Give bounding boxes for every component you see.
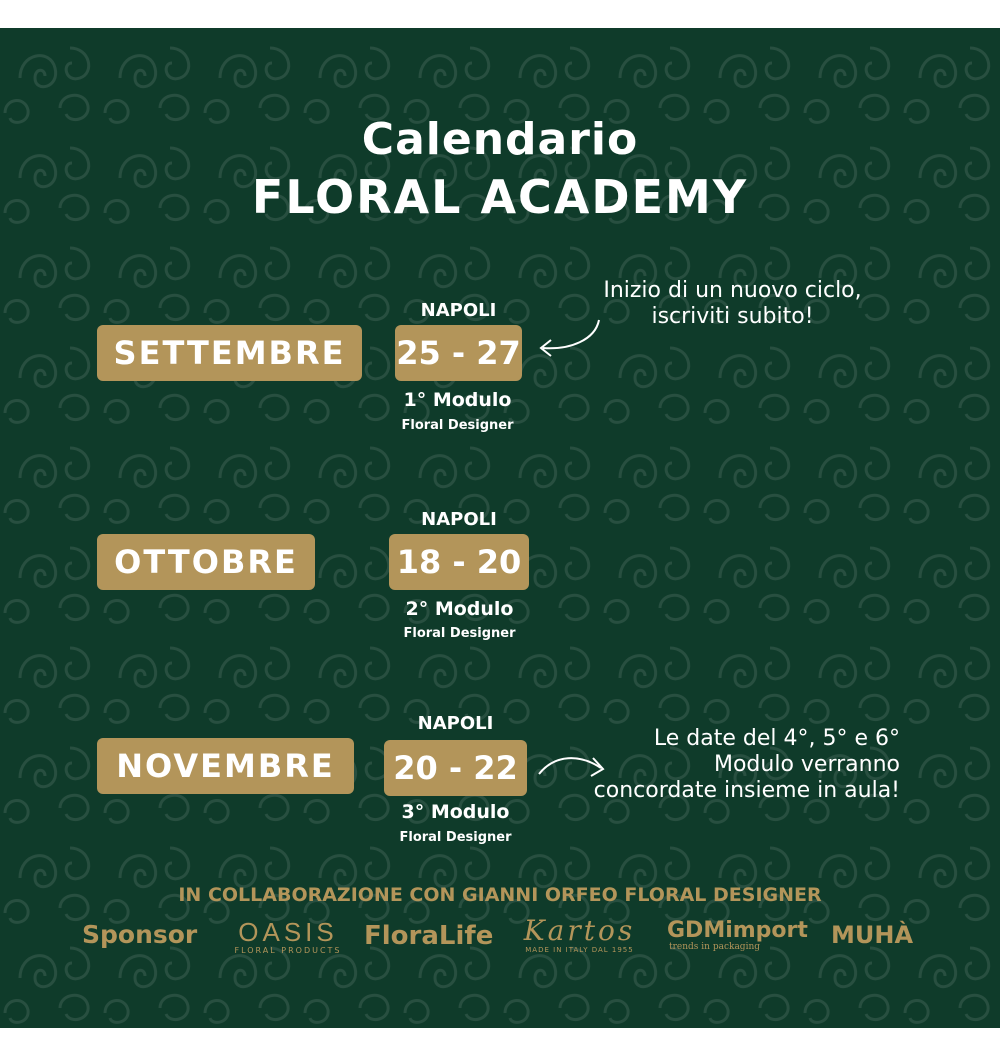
module-label: 3° Modulo: [401, 801, 510, 823]
muha-logo: MUHÀ: [831, 921, 914, 949]
course-label: Floral Designer: [401, 418, 514, 433]
module-label: 2° Modulo: [405, 598, 514, 620]
note-line: Modulo verranno: [713, 752, 900, 777]
city-label: NAPOLI: [421, 509, 497, 530]
city-label: NAPOLI: [417, 713, 494, 734]
note-line: iscriviti subito!: [651, 304, 814, 329]
gdm-import-logo: [667, 920, 808, 952]
collaboration-text: IN COLLABORAZIONE CON GIANNI ORFEO FLORAL DESIGNER: [178, 884, 822, 906]
note-line: concordate insieme in aula!: [593, 778, 900, 803]
note-line: Inizio di un nuovo ciclo,: [603, 278, 862, 303]
sponsor-label: Sponsor: [82, 920, 198, 949]
city-label: NAPOLI: [420, 300, 497, 321]
new-cycle-note: [560, 278, 905, 330]
module-label: 1° Modulo: [403, 389, 512, 411]
dates-badge: 20 - 22: [384, 740, 527, 796]
page-title-line1: Calendario: [361, 114, 639, 165]
month-badge-settembre: SETTEMBRE: [97, 325, 362, 381]
gdm-logo-text: GDMimport: [667, 918, 808, 943]
oasis-logo-subtext: FLORAL PRODUCTS: [234, 946, 342, 955]
curved-arrow-icon: [535, 316, 605, 361]
page-title-line2: FLORAL ACADEMY: [251, 170, 749, 224]
month-badge-novembre: NOVEMBRE: [97, 738, 354, 794]
kartos-logo: [507, 916, 652, 954]
dates-badge: 25 - 27: [395, 325, 522, 381]
floralife-logo: FloraLife: [364, 921, 494, 951]
course-label: Floral Designer: [403, 626, 516, 641]
poster: [0, 28, 1000, 1028]
month-badge-ottobre: OTTOBRE: [97, 534, 315, 590]
course-label: Floral Designer: [399, 830, 512, 845]
note-line: Le date del 4°, 5° e 6°: [653, 726, 900, 751]
kartos-logo-subtext: MADE IN ITALY DAL 1955: [525, 946, 634, 954]
oasis-logo-text: OASIS: [238, 917, 338, 947]
future-modules-note: [555, 726, 900, 804]
oasis-logo: [228, 918, 348, 955]
gdm-logo-subtext: trends in packaging: [669, 942, 761, 952]
kartos-logo-text: Kartos: [523, 914, 636, 947]
dates-badge: 18 - 20: [389, 534, 529, 590]
